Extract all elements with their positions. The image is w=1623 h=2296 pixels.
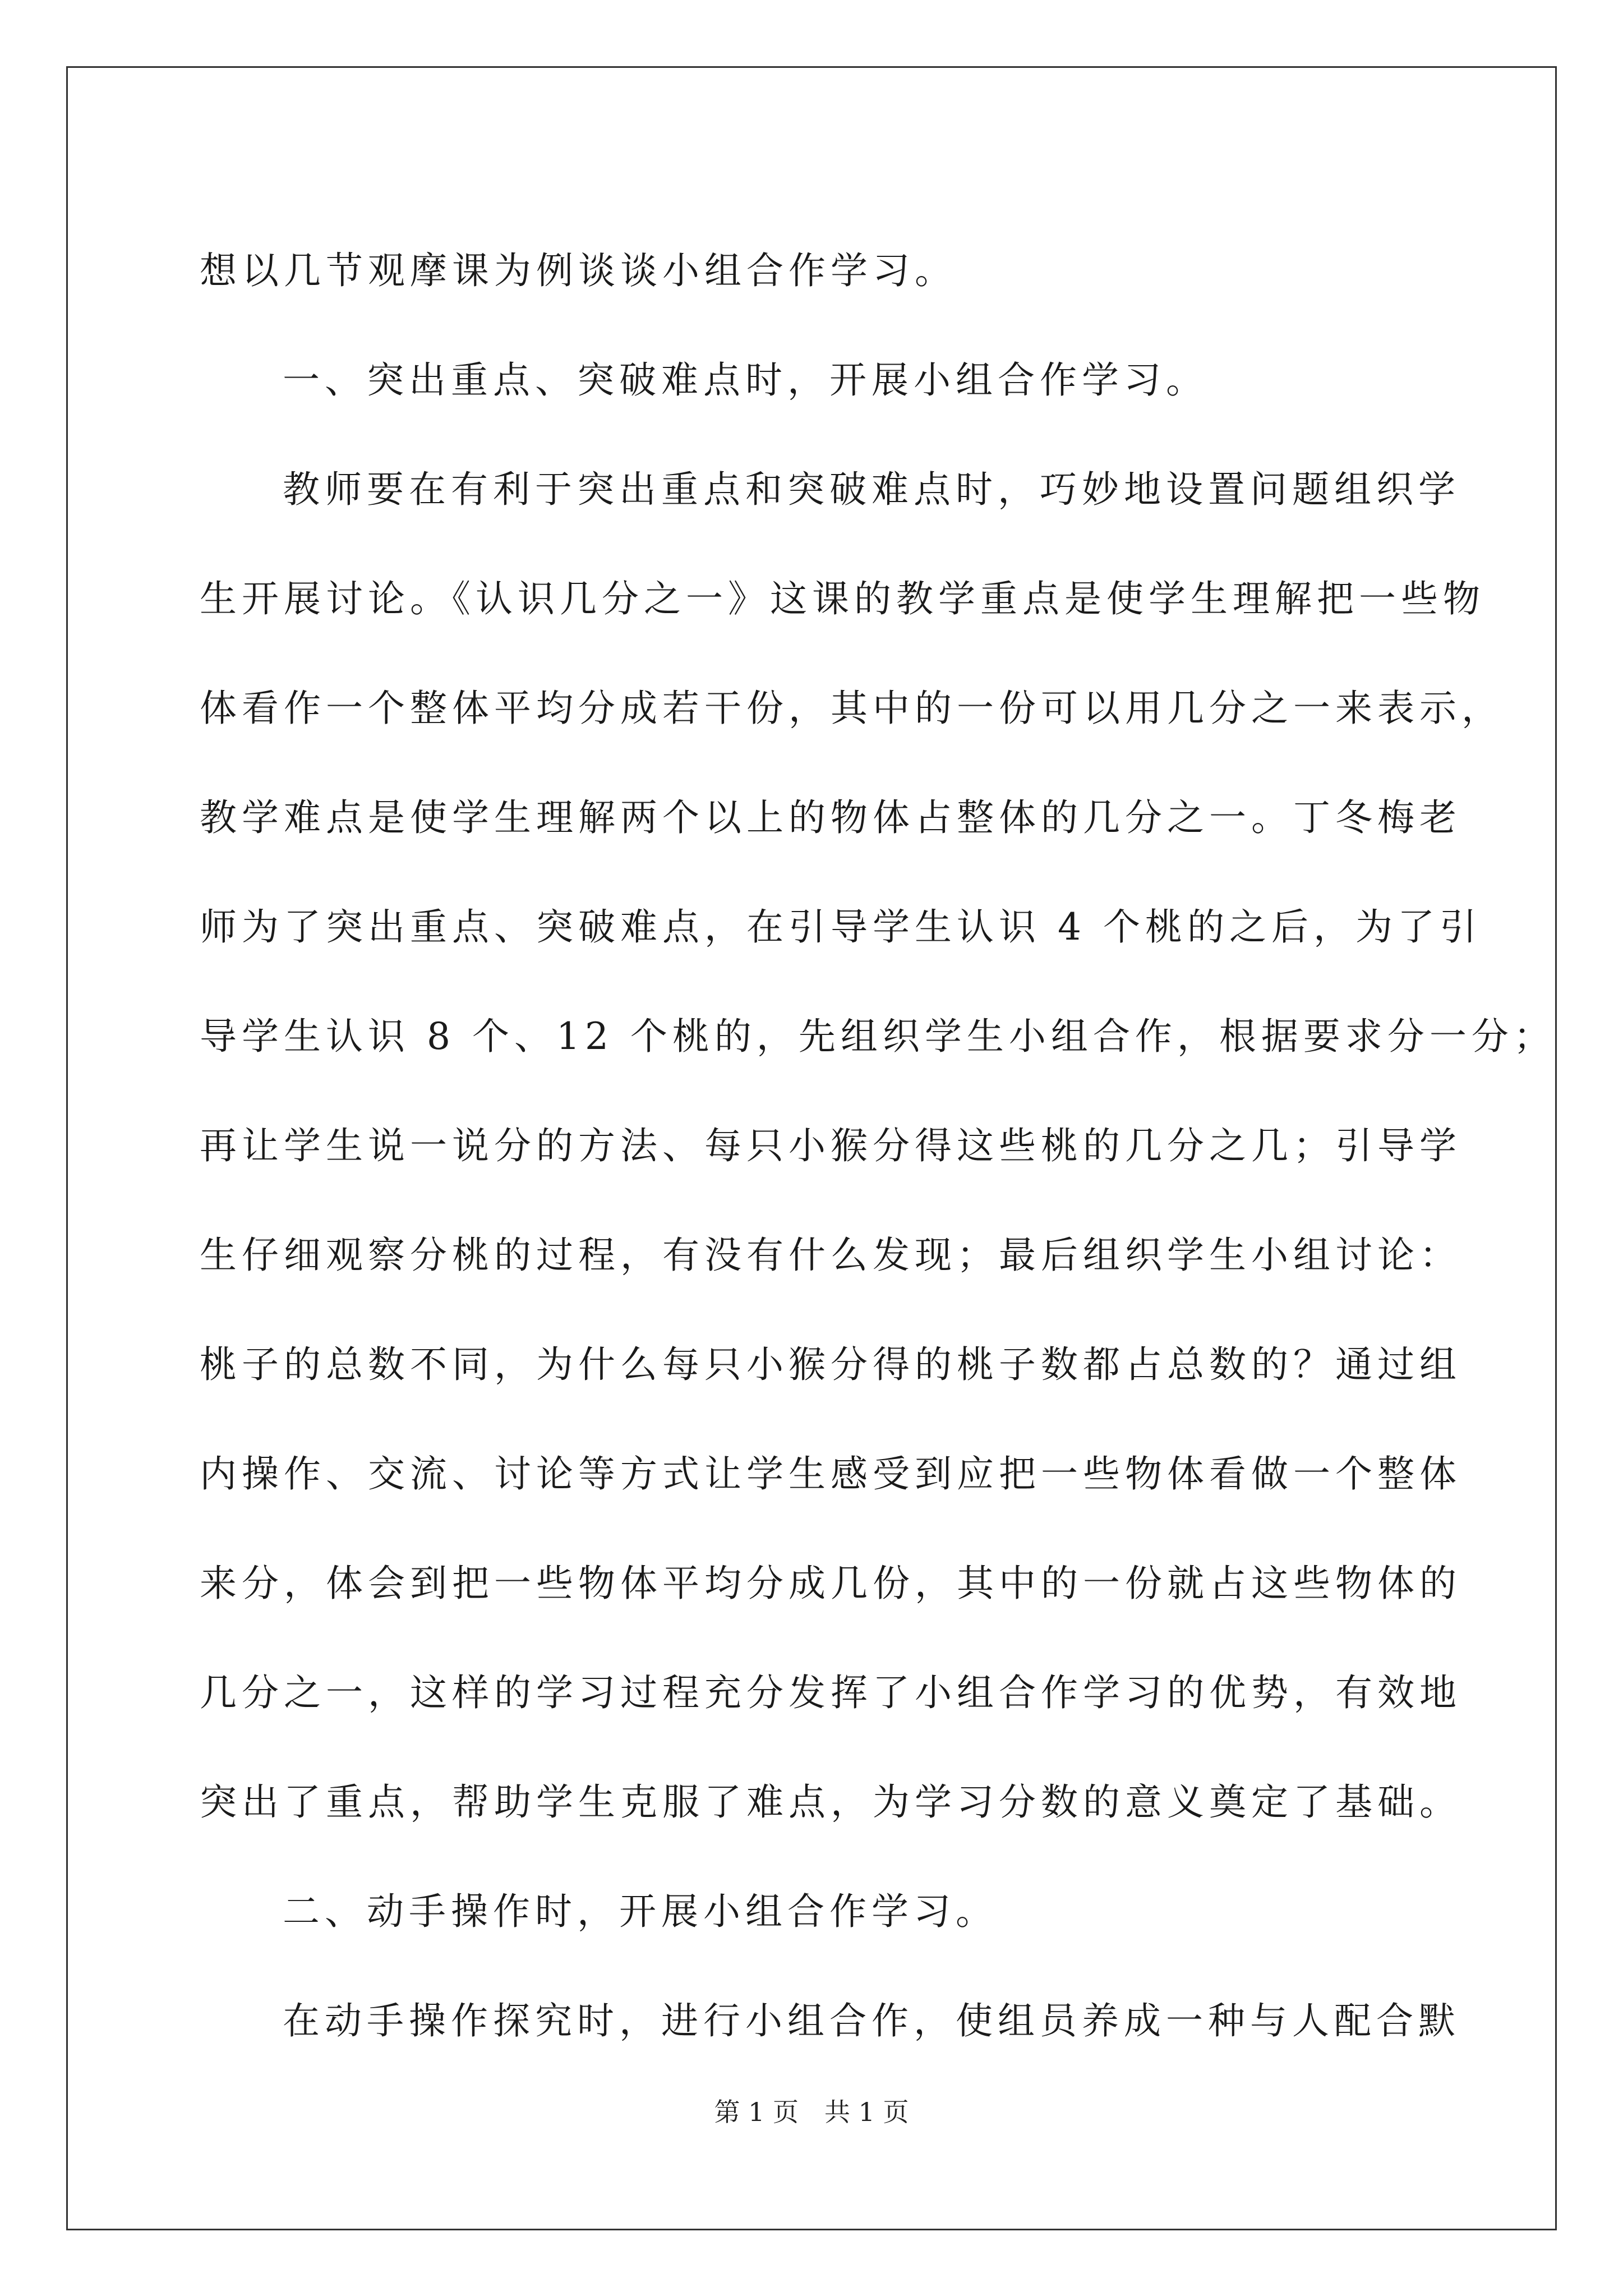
text-line: 再让学生说一说分的方法、每只小猴分得这些桃的几分之几；引导学 [200,1124,1461,1167]
text-line: 生开展讨论。《认识几分之一》这课的教学重点是使学生理解把一些物 [200,577,1485,620]
text-line: 想以几节观摩课为例谈谈小组合作学习。 [200,249,957,292]
text-line: 几分之一，这样的学习过程充分发挥了小组合作学习的优势，有效地 [200,1671,1461,1714]
section-heading-1: 一、突出重点、突破难点时，开展小组合作学习。 [283,358,1208,402]
text-line: 在动手操作探究时，进行小组合作，使组员养成一种与人配合默 [283,1999,1460,2042]
text-line: 突出了重点，帮助学生克服了难点，为学习分数的意义奠定了基础。 [200,1780,1461,1824]
text-line: 生仔细观察分桃的过程，有没有什么发现；最后组织学生小组讨论： [200,1234,1461,1277]
text-line: 教学难点是使学生理解两个以上的物体占整体的几分之一。丁冬梅老 [200,796,1461,839]
text-line: 教师要在有利于突出重点和突破难点时，巧妙地设置问题组织学 [283,468,1460,511]
section-heading-2: 二、动手操作时，开展小组合作学习。 [283,1890,998,1933]
text-line: 桃子的总数不同，为什么每只小猴分得的桃子数都占总数的？通过组 [200,1343,1461,1386]
text-line: 导学生认识 8 个、12 个桃的，先组织学生小组合作，根据要求分一分； [200,1015,1556,1058]
text-line: 体看作一个整体平均分成若干份，其中的一份可以用几分之一来表示， [200,687,1504,730]
page-footer [0,2095,1623,2129]
text-line: 师为了突出重点、突破难点，在引导学生认识 4 个桃的之后，为了引 [200,905,1482,949]
text-line: 来分，体会到把一些物体平均分成几份，其中的一份就占这些物体的 [200,1562,1461,1605]
page-number: 第 1 页 共 1 页 [714,2097,909,2127]
text-line: 内操作、交流、讨论等方式让学生感受到应把一些物体看做一个整体 [200,1452,1461,1496]
document-body [200,216,1556,2076]
